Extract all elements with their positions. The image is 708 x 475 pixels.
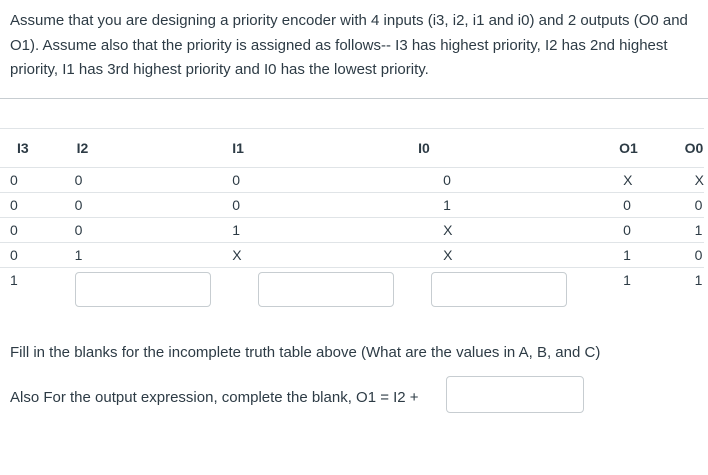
table-row (0, 243, 704, 268)
table-row (0, 193, 704, 218)
expression-instruction: Also For the output expression, complete the blank, O1 = I2 + (10, 389, 419, 406)
header-i0: I0 (405, 129, 612, 168)
question-text: Assume that you are designing a priority encoder with 4 inputs (i3, i2, i1 and i0) and 2 outputs (O0 and O1). Assume also that the priority is assigned as follows-- I3 has highest priority, I2 has 2nd highest priority, I1 has 3rd highest priority and I0 has the lowest priority. (10, 12, 688, 78)
cell: 0 (0, 243, 51, 268)
cell: 0 (0, 168, 51, 193)
cell: 1 (623, 272, 631, 288)
cell: X (612, 168, 676, 193)
cell: 1 (405, 193, 612, 218)
blank-c-input[interactable] (431, 272, 567, 307)
cell: 0 (51, 218, 233, 243)
cell: 0 (232, 193, 405, 218)
expression-blank-input[interactable] (446, 376, 584, 413)
cell: 0 (405, 168, 612, 193)
cell: 0 (232, 168, 405, 193)
cell: X (232, 243, 405, 268)
table-row (0, 168, 704, 193)
cell: 0 (0, 218, 51, 243)
cell: 1 (51, 243, 233, 268)
cell: 1 (612, 243, 676, 268)
table-row (0, 218, 704, 243)
header-o0: O0 (676, 129, 704, 168)
cell: 0 (51, 168, 233, 193)
blank-a-input[interactable] (75, 272, 211, 307)
cell: 0 (0, 193, 51, 218)
fill-blanks-instruction: Fill in the blanks for the incomplete truth table above (What are the values in A, B, and C) (10, 344, 601, 361)
cell: X (405, 218, 612, 243)
header-i2: I2 (51, 129, 233, 168)
header-o1: O1 (612, 129, 676, 168)
header-i3: I3 (0, 129, 51, 168)
table-row (0, 268, 704, 311)
cell: 1 (232, 218, 405, 243)
cell: 1 (10, 272, 18, 288)
cell: X (676, 168, 704, 193)
truth-table (0, 128, 704, 310)
cell: 0 (612, 218, 676, 243)
cell: 0 (51, 193, 233, 218)
cell: 1 (694, 272, 703, 288)
divider (0, 98, 708, 99)
cell: 1 (676, 218, 704, 243)
header-i1: I1 (232, 129, 405, 168)
table-header-row (0, 129, 704, 168)
cell: X (405, 243, 612, 268)
cell: 0 (676, 193, 704, 218)
cell: 0 (612, 193, 676, 218)
blank-b-input[interactable] (258, 272, 394, 307)
cell: 0 (676, 243, 704, 268)
